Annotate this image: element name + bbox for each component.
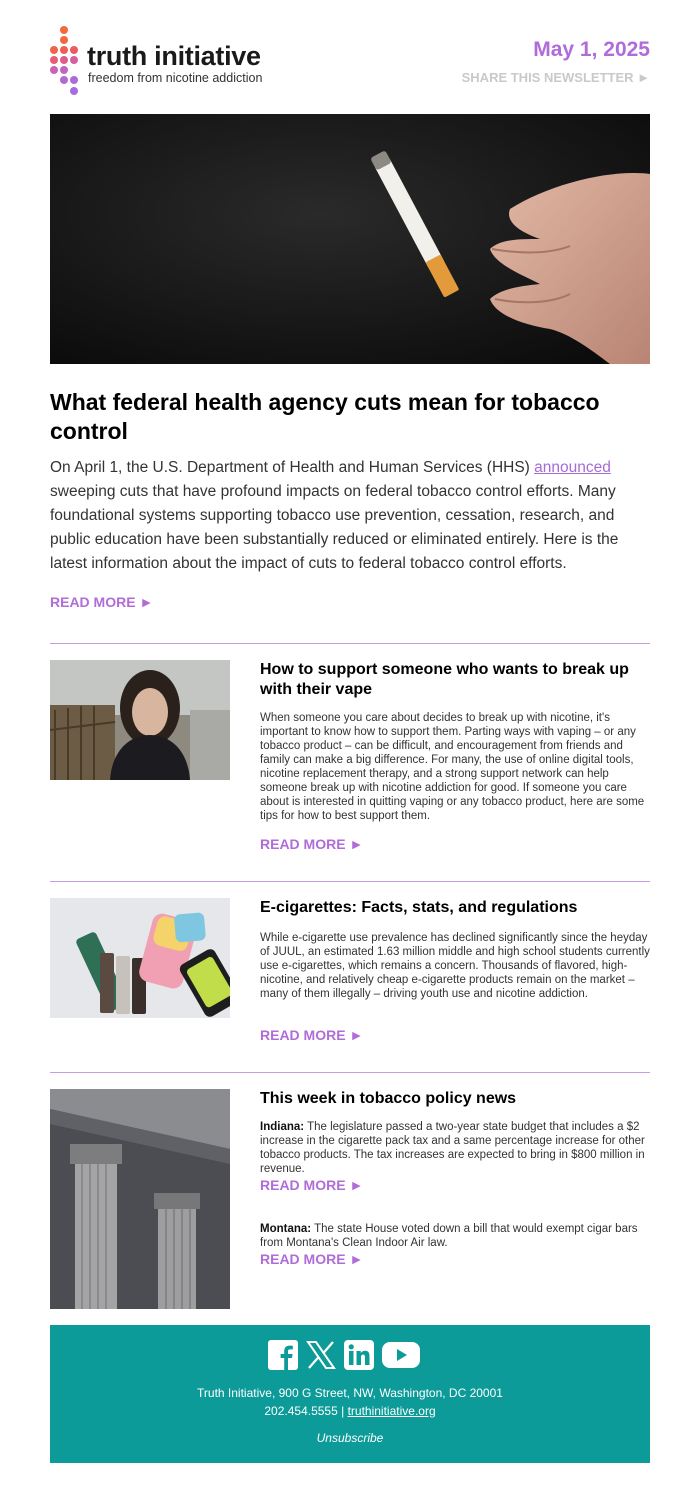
facebook-icon[interactable]: [267, 1339, 299, 1371]
footer: [50, 1325, 650, 1463]
policy-item-indiana: [260, 1120, 650, 1176]
share-newsletter-link[interactable]: SHARE THIS NEWSLETTER ►: [461, 70, 650, 85]
policy-state-label: Montana:: [260, 1223, 312, 1235]
footer-phone[interactable]: 202.454.5555: [264, 1404, 338, 1418]
article-3-title[interactable]: This week in tobacco policy news: [260, 1090, 517, 1107]
young-woman-photo-icon: [50, 660, 230, 780]
truth-initiative-logo[interactable]: [50, 25, 290, 97]
section-divider: [50, 643, 650, 644]
footer-address: Truth Initiative, 900 G Street, NW, Washington, DC 20001: [197, 1386, 503, 1400]
linkedin-icon[interactable]: [343, 1339, 375, 1371]
section-divider: [50, 881, 650, 882]
unsubscribe-link[interactable]: Unsubscribe: [316, 1431, 384, 1445]
policy-item-text: The state House voted down a bill that would exempt cigar bars from Montana's Clean Indoor Air law.: [260, 1223, 638, 1249]
article-2-image[interactable]: [50, 898, 230, 1018]
announced-link[interactable]: announced: [534, 459, 611, 476]
feature-body: [50, 456, 650, 576]
indiana-read-more-link[interactable]: READ MORE ►: [260, 1177, 364, 1193]
article-3-image[interactable]: [50, 1089, 230, 1309]
website-link[interactable]: truthinitiative.org: [347, 1404, 436, 1418]
government-columns-photo-icon: [50, 1089, 230, 1309]
article-2-title[interactable]: E-cigarettes: Facts, stats, and regulations: [260, 899, 578, 916]
feature-body-text: On April 1, the U.S. Department of Health and Human Services (HHS): [50, 459, 535, 476]
policy-state-label: Indiana:: [260, 1121, 305, 1133]
section-divider: [50, 1072, 650, 1073]
article-1-read-more-link[interactable]: READ MORE ►: [260, 836, 364, 852]
e-cigarettes-photo-icon: [50, 898, 230, 1018]
footer-separator: |: [337, 1404, 348, 1418]
social-links: [50, 1339, 650, 1371]
newsletter-date: May 1, 2025: [533, 38, 650, 61]
logo-dots-icon: [50, 25, 82, 97]
cigarette-photo-icon: [50, 114, 650, 364]
feature-image[interactable]: [50, 114, 650, 364]
feature-headline[interactable]: What federal health agency cuts mean for tobacco control: [50, 389, 600, 444]
feature-body-text-continued: sweeping cuts that have profound impacts on federal tobacco control efforts. Many foundational systems supporting tobacco use prevention, cessation, research, and public education have been substantially reduced or eliminated entirely. Here is the latest information about the impact of cuts to federal tobacco control efforts.: [50, 483, 619, 572]
article-1-body: When someone you care about decides to break up with nicotine, it's important to know how to support them. Parting ways with vaping – or any tobacco product – can be difficult, and encouragement from friends and family can make a big difference. For many, the use of online digital tools, nicotine replacement therapy, and a strong support network can help someone break up with nicotine addiction for good. If someone you care about is interested in quitting vaping or any tobacco product, here are some tips for how to best support them.: [260, 712, 645, 822]
article-1-title[interactable]: How to support someone who wants to break up with their vape: [260, 661, 629, 698]
article-1-image[interactable]: [50, 660, 230, 780]
feature-read-more-link[interactable]: READ MORE ►: [50, 594, 154, 610]
article-2-body: While e-cigarette use prevalence has declined significantly since the heyday of JUUL, an estimated 1.63 million middle and high school students currently use e-cigarettes, which remains a concern. Thousands of flavored, high-nicotine, and relatively cheap e-cigarette products remain on the market – many of them illegally – driving youth use and nicotine addiction.: [260, 932, 650, 1000]
logo-tagline: freedom from nicotine addiction: [88, 71, 263, 85]
x-icon[interactable]: [305, 1339, 337, 1371]
youtube-icon[interactable]: [381, 1339, 421, 1371]
montana-read-more-link[interactable]: READ MORE ►: [260, 1251, 364, 1267]
article-2-read-more-link[interactable]: READ MORE ►: [260, 1027, 364, 1043]
logo-brand-name: truth initiative: [87, 41, 261, 71]
policy-item-text: The legislature passed a two-year state budget that includes a $2 increase in the cigarette pack tax and a same percentage increase for other tobacco products. The tax increases are expected to bring in $800 million in revenue.: [260, 1121, 645, 1175]
policy-item-montana: [260, 1222, 650, 1250]
footer-contact: [50, 1404, 650, 1418]
